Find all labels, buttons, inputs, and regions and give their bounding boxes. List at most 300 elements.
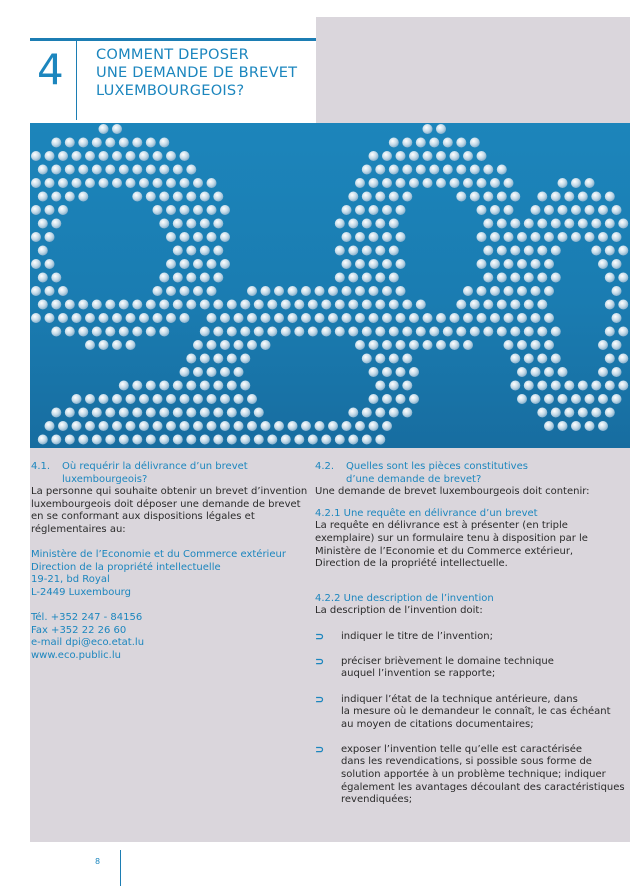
banner-dot xyxy=(308,300,318,310)
banner-dot xyxy=(200,273,210,283)
banner-dot xyxy=(301,286,311,296)
email-link[interactable]: e-mail dpi@eco.etat.lu xyxy=(31,637,145,649)
banner-dot xyxy=(227,354,237,364)
banner-dot xyxy=(477,232,487,242)
banner-dot xyxy=(382,232,392,242)
chapter-number: 4 xyxy=(37,45,64,94)
banner-dot xyxy=(591,246,601,256)
banner-dot xyxy=(342,259,352,269)
banner-dot xyxy=(207,367,217,377)
banner-dot xyxy=(247,421,257,431)
banner-dot xyxy=(200,327,210,337)
banner-dot xyxy=(267,300,277,310)
bullet-item xyxy=(315,694,621,732)
banner-dot xyxy=(159,327,169,337)
banner-dot xyxy=(409,367,419,377)
banner-dot xyxy=(618,300,628,310)
footer-divider xyxy=(120,850,121,886)
banner-dot xyxy=(31,205,41,215)
banner-dot xyxy=(227,408,237,418)
banner-dot xyxy=(396,178,406,188)
dotted-banner-image xyxy=(30,123,630,448)
banner-dot xyxy=(510,192,520,202)
banner-dot xyxy=(443,327,453,337)
contact-block xyxy=(31,612,313,662)
banner-dot xyxy=(173,192,183,202)
banner-dot xyxy=(146,381,156,391)
banner-dot xyxy=(551,381,561,391)
address-line: 19-21, bd Royal xyxy=(31,574,110,586)
banner-dot xyxy=(328,313,338,323)
banner-dot xyxy=(510,327,520,337)
banner-dot xyxy=(213,192,223,202)
banner-dot xyxy=(234,367,244,377)
banner-dot xyxy=(173,273,183,283)
banner-dot xyxy=(504,340,514,350)
banner-dot xyxy=(524,381,534,391)
banner-dot xyxy=(517,313,527,323)
banner-dot xyxy=(443,165,453,175)
banner-dot xyxy=(389,327,399,337)
banner-dot xyxy=(375,165,385,175)
banner-dot xyxy=(598,205,608,215)
banner-dot xyxy=(139,151,149,161)
banner-dot xyxy=(99,340,109,350)
banner-dot xyxy=(531,367,541,377)
banner-dot xyxy=(200,246,210,256)
banner-dot xyxy=(227,300,237,310)
banner-dot xyxy=(186,381,196,391)
banner-dot xyxy=(294,435,304,445)
banner-dot xyxy=(578,192,588,202)
banner-dot xyxy=(72,394,82,404)
banner-dot xyxy=(362,354,372,364)
banner-dot xyxy=(355,259,365,269)
banner-dot xyxy=(267,327,277,337)
banner-dot xyxy=(551,327,561,337)
section-4-2-title xyxy=(315,461,621,486)
banner-dot xyxy=(537,192,547,202)
banner-dot xyxy=(375,381,385,391)
banner-dot xyxy=(78,192,88,202)
banner-dot xyxy=(369,313,379,323)
banner-dot xyxy=(213,435,223,445)
section-4-1-title-line: luxembourgeois? xyxy=(62,473,148,485)
banner-dot xyxy=(173,435,183,445)
banner-dot xyxy=(598,367,608,377)
page-number: 8 xyxy=(95,857,101,866)
banner-dot xyxy=(429,327,439,337)
banner-dot xyxy=(517,367,527,377)
banner-dot xyxy=(544,340,554,350)
banner-dot xyxy=(342,205,352,215)
subsection-4-2-2-title: 4.2.2 Une description de l’invention xyxy=(315,592,494,604)
banner-dot xyxy=(200,435,210,445)
banner-dot xyxy=(301,421,311,431)
banner-dot xyxy=(369,286,379,296)
banner-dot xyxy=(571,421,581,431)
banner-dot xyxy=(335,219,345,229)
banner-dot xyxy=(389,192,399,202)
banner-dot xyxy=(321,327,331,337)
banner-dot xyxy=(58,286,68,296)
banner-dot xyxy=(362,435,372,445)
banner-dot xyxy=(571,232,581,242)
arrow-bullet-icon: ⊃ xyxy=(315,654,325,668)
banner-dot xyxy=(146,165,156,175)
banner-dot xyxy=(186,246,196,256)
banner-dot xyxy=(227,381,237,391)
banner-dot xyxy=(429,165,439,175)
banner-dot xyxy=(544,232,554,242)
banner-dot xyxy=(193,286,203,296)
banner-dot xyxy=(200,354,210,364)
banner-dot xyxy=(456,138,466,148)
banner-dot xyxy=(78,408,88,418)
banner-dot xyxy=(348,219,358,229)
banner-dot xyxy=(186,354,196,364)
subsection-4-2-1-body: La requête en délivrance est à présenter (en triple exemplaire) sur un formulaire tenu à disposition par le Ministère de l’Economie et du Commerce extérieur, Direction de la propriété intellectuelle. xyxy=(315,520,588,570)
banner-dot xyxy=(274,286,284,296)
banner-dot xyxy=(510,273,520,283)
banner-dot xyxy=(396,394,406,404)
banner-dot xyxy=(159,165,169,175)
banner-dot xyxy=(207,286,217,296)
banner-dot xyxy=(288,421,298,431)
banner-dot xyxy=(585,394,595,404)
banner-dot xyxy=(463,151,473,161)
banner-dot xyxy=(180,313,190,323)
banner-dot xyxy=(382,421,392,431)
banner-dot xyxy=(409,151,419,161)
banner-dot xyxy=(396,151,406,161)
banner-dot xyxy=(605,381,615,391)
banner-dot xyxy=(51,273,61,283)
banner-dot xyxy=(180,259,190,269)
banner-dot xyxy=(544,367,554,377)
banner-dot xyxy=(591,192,601,202)
banner-dot xyxy=(45,286,55,296)
banner-dot xyxy=(72,151,82,161)
banner-dot xyxy=(612,340,622,350)
banner-dot xyxy=(193,421,203,431)
banner-dot xyxy=(153,394,163,404)
banner-dot xyxy=(186,273,196,283)
banner-dot xyxy=(362,219,372,229)
arrow-bullet-icon: ⊃ xyxy=(315,692,325,706)
banner-dot xyxy=(524,246,534,256)
banner-dot xyxy=(105,165,115,175)
banner-dot xyxy=(227,327,237,337)
banner-dot xyxy=(119,138,129,148)
banner-dot xyxy=(112,124,122,134)
banner-dot xyxy=(45,178,55,188)
banner-dot xyxy=(362,327,372,337)
header-top-bar xyxy=(30,38,316,41)
banner-dot xyxy=(247,394,257,404)
banner-dot xyxy=(159,192,169,202)
banner-dot xyxy=(180,394,190,404)
banner-dot xyxy=(119,327,129,337)
banner-dot xyxy=(605,246,615,256)
banner-dot xyxy=(517,286,527,296)
banner-dot xyxy=(45,151,55,161)
banner-dot xyxy=(423,124,433,134)
phone-line: Tél. +352 247 - 84156 xyxy=(31,612,143,624)
banner-dot xyxy=(348,435,358,445)
banner-dot xyxy=(355,205,365,215)
banner-dot xyxy=(423,340,433,350)
banner-dot xyxy=(348,327,358,337)
banner-dot xyxy=(483,300,493,310)
banner-dot xyxy=(200,219,210,229)
banner-dot xyxy=(294,300,304,310)
banner-dot xyxy=(375,300,385,310)
banner-dot xyxy=(180,367,190,377)
banner-dot xyxy=(166,205,176,215)
banner-dot xyxy=(402,327,412,337)
banner-dot xyxy=(551,219,561,229)
banner-dot xyxy=(497,165,507,175)
banner-dot xyxy=(382,313,392,323)
banner-dot xyxy=(92,327,102,337)
banner-dot xyxy=(591,381,601,391)
banner-dot xyxy=(173,219,183,229)
bullet-text-line: solution apportée à un problème technique; indiquer xyxy=(341,769,606,781)
banner-dot xyxy=(78,138,88,148)
section-4-1-title xyxy=(31,461,313,486)
banner-dot xyxy=(362,300,372,310)
banner-dot xyxy=(321,300,331,310)
banner-dot xyxy=(578,408,588,418)
banner-dot xyxy=(51,300,61,310)
banner-dot xyxy=(605,354,615,364)
banner-dot xyxy=(612,232,622,242)
banner-dot xyxy=(335,273,345,283)
banner-dot xyxy=(78,327,88,337)
banner-dot xyxy=(605,408,615,418)
header-divider xyxy=(76,40,77,120)
banner-dot xyxy=(166,178,176,188)
banner-dot xyxy=(146,192,156,202)
banner-dot xyxy=(396,367,406,377)
banner-dot xyxy=(126,340,136,350)
banner-dot xyxy=(483,273,493,283)
banner-dot xyxy=(281,327,291,337)
banner-dot xyxy=(105,408,115,418)
banner-dot xyxy=(612,367,622,377)
banner-dot xyxy=(605,300,615,310)
banner-dot xyxy=(58,151,68,161)
banner-dot xyxy=(132,408,142,418)
banner-dot xyxy=(146,408,156,418)
banner-dot xyxy=(564,408,574,418)
banner-dot xyxy=(234,394,244,404)
banner-dot xyxy=(497,273,507,283)
banner-dot xyxy=(537,219,547,229)
banner-dot xyxy=(139,313,149,323)
banner-dot xyxy=(234,340,244,350)
banner-dot xyxy=(281,435,291,445)
banner-dot xyxy=(159,300,169,310)
banner-dot xyxy=(31,232,41,242)
banner-dot xyxy=(598,340,608,350)
banner-dot xyxy=(213,327,223,337)
banner-dot xyxy=(207,340,217,350)
banner-dot xyxy=(537,381,547,391)
banner-dot xyxy=(396,259,406,269)
bullet-text-line: également les avantages découlant des caractéristiques xyxy=(341,781,625,793)
banner-dot xyxy=(402,300,412,310)
banner-dot xyxy=(119,381,129,391)
banner-dot xyxy=(247,286,257,296)
banner-dot xyxy=(375,435,385,445)
banner-dot xyxy=(463,178,473,188)
banner-dot xyxy=(119,435,129,445)
banner-dot xyxy=(180,286,190,296)
banner-dot xyxy=(497,192,507,202)
section-4-1 xyxy=(31,461,313,663)
banner-dot xyxy=(537,354,547,364)
banner-dot xyxy=(173,408,183,418)
banner-dot xyxy=(301,313,311,323)
banner-dot xyxy=(51,192,61,202)
banner-dot xyxy=(85,340,95,350)
banner-dot xyxy=(126,421,136,431)
banner-dot xyxy=(456,300,466,310)
banner-dot xyxy=(382,394,392,404)
banner-dot xyxy=(375,354,385,364)
banner-dot xyxy=(355,421,365,431)
banner-dot xyxy=(207,205,217,215)
banner-dot xyxy=(369,232,379,242)
banner-dot xyxy=(65,138,75,148)
banner-dot xyxy=(85,421,95,431)
banner-dot xyxy=(402,138,412,148)
banner-dot xyxy=(369,259,379,269)
bullet-text-line: au moyen de citations documentaires; xyxy=(341,718,534,730)
banner-dot xyxy=(396,232,406,242)
banner-dot xyxy=(504,178,514,188)
banner-dot xyxy=(436,124,446,134)
banner-dot xyxy=(220,421,230,431)
banner-dot xyxy=(38,435,48,445)
banner-dot xyxy=(497,300,507,310)
arrow-bullet-icon: ⊃ xyxy=(315,629,325,643)
banner-dot xyxy=(362,246,372,256)
banner-dot xyxy=(510,246,520,256)
banner-dot xyxy=(240,300,250,310)
banner-dot xyxy=(531,259,541,269)
banner-dot xyxy=(551,354,561,364)
banner-dot xyxy=(510,219,520,229)
banner-dot xyxy=(31,259,41,269)
banner-dot xyxy=(612,394,622,404)
banner-dot xyxy=(456,192,466,202)
banner-dot xyxy=(65,435,75,445)
banner-dot xyxy=(342,421,352,431)
banner-dot xyxy=(585,205,595,215)
bullet-text-line: revendiquées; xyxy=(341,794,413,806)
banner-dot xyxy=(531,340,541,350)
banner-dot xyxy=(537,273,547,283)
banner-dot xyxy=(382,367,392,377)
banner-dot xyxy=(416,300,426,310)
banner-dot xyxy=(375,219,385,229)
banner-dot xyxy=(558,394,568,404)
banner-dot xyxy=(382,340,392,350)
banner-dot xyxy=(510,354,520,364)
banner-dot xyxy=(369,367,379,377)
banner-dot xyxy=(220,232,230,242)
banner-dot xyxy=(335,246,345,256)
banner-dot xyxy=(342,232,352,242)
banner-dot xyxy=(504,313,514,323)
banner-dot xyxy=(308,435,318,445)
banner-dot xyxy=(348,192,358,202)
banner-dot xyxy=(544,259,554,269)
banner-dot xyxy=(369,421,379,431)
banner-dot xyxy=(470,192,480,202)
section-4-2 xyxy=(315,461,625,807)
banner-dot xyxy=(45,421,55,431)
banner-dot xyxy=(166,259,176,269)
banner-dot xyxy=(436,340,446,350)
banner-dot xyxy=(220,313,230,323)
banner-dot xyxy=(477,286,487,296)
banner-dot xyxy=(402,192,412,202)
banner-dot xyxy=(531,232,541,242)
banner-dot xyxy=(207,313,217,323)
banner-dot xyxy=(240,327,250,337)
banner-dot xyxy=(99,421,109,431)
banner-dot xyxy=(193,259,203,269)
banner-dot xyxy=(153,205,163,215)
banner-dot xyxy=(598,259,608,269)
section-4-1-number: 4.1. xyxy=(31,461,51,472)
banner-dot xyxy=(423,151,433,161)
banner-dot xyxy=(416,138,426,148)
banner-dot xyxy=(416,165,426,175)
banner-dot xyxy=(132,165,142,175)
address-line: Direction de la propriété intellectuelle xyxy=(31,561,221,573)
banner-dot xyxy=(342,286,352,296)
banner-dot xyxy=(186,165,196,175)
address-block xyxy=(31,549,313,599)
banner-dot xyxy=(544,205,554,215)
subsection-4-2-2-intro: La description de l’invention doit: xyxy=(315,605,483,617)
banner-dot xyxy=(213,300,223,310)
banner-dot xyxy=(389,300,399,310)
banner-dot xyxy=(146,435,156,445)
banner-dot xyxy=(146,327,156,337)
banner-dot xyxy=(612,286,622,296)
banner-dot xyxy=(132,300,142,310)
section-4-1-title-line: Où requérir la délivrance d’un brevet xyxy=(62,461,248,472)
banner-dot xyxy=(490,205,500,215)
banner-dot xyxy=(409,394,419,404)
banner-dot xyxy=(477,313,487,323)
website-link[interactable]: www.eco.public.lu xyxy=(31,649,121,661)
banner-dot xyxy=(99,178,109,188)
banner-dot xyxy=(38,300,48,310)
banner-dot xyxy=(166,394,176,404)
banner-dot xyxy=(396,340,406,350)
banner-dot xyxy=(504,286,514,296)
banner-dot xyxy=(308,327,318,337)
banner-dot xyxy=(375,408,385,418)
banner-dot xyxy=(328,421,338,431)
